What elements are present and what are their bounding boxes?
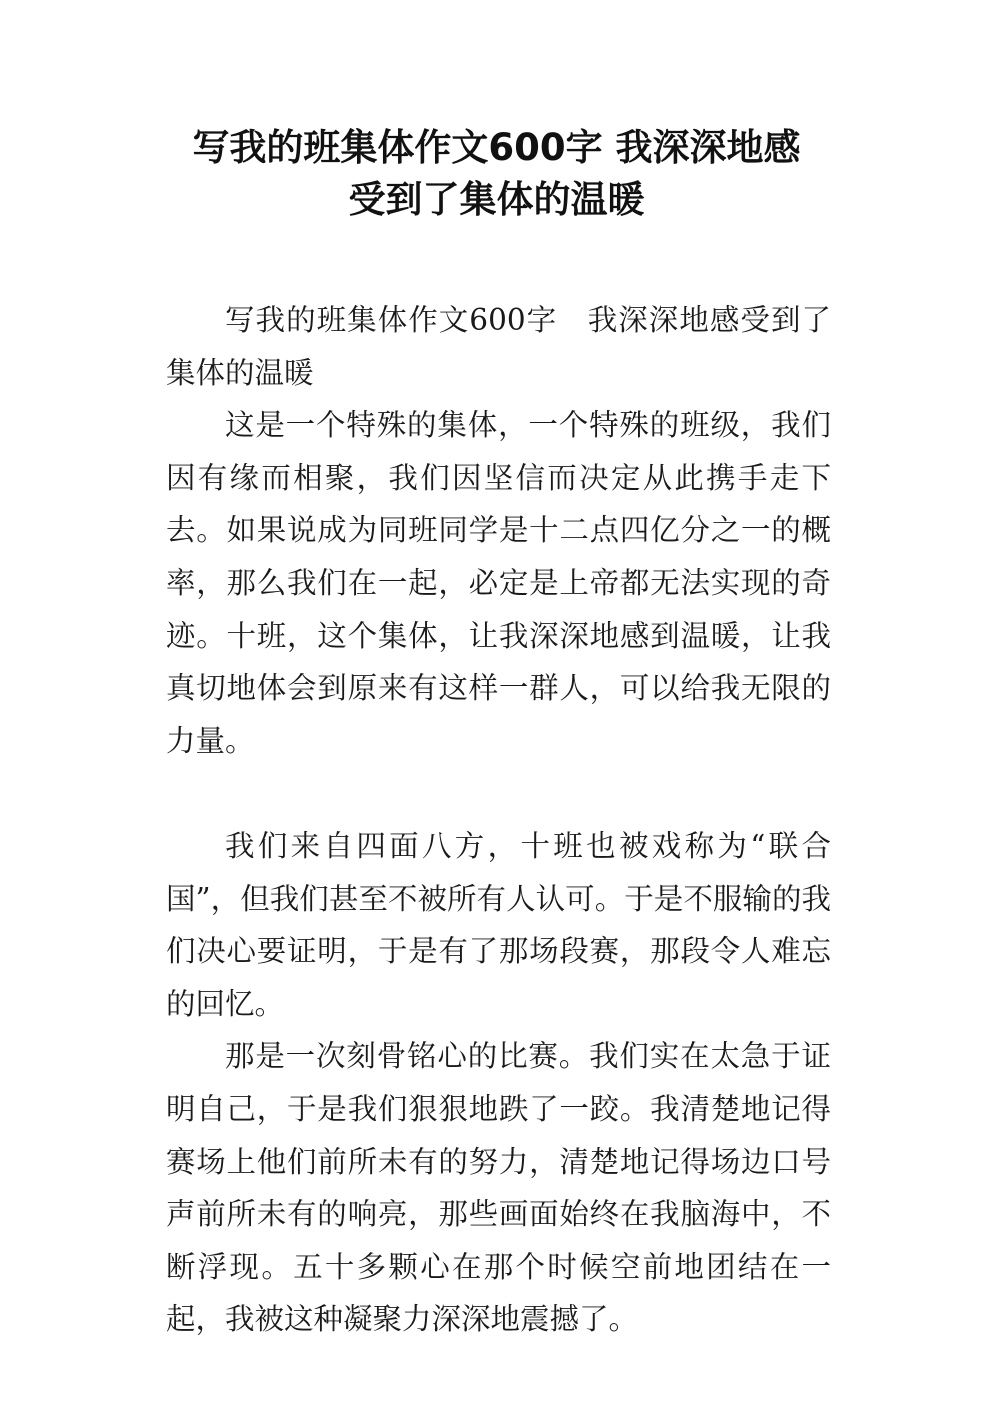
paragraph-subtitle: 写我的班集体作文600字 我深深地感受到了集体的温暖 — [166, 303, 831, 390]
title-line-1: 写我的班集体作文600字 我深深地感 — [192, 126, 801, 169]
paragraph: 我们来自四面八方，十班也被戏称为“联合国”，但我们甚至不被所有人认可。于是不服输的我们决心要证明，于是有了那场段赛，那段令人难忘的回忆。 — [166, 828, 831, 1021]
article-body — [166, 294, 831, 1346]
document-title — [120, 122, 873, 226]
paragraph: 这是一个特殊的集体，一个特殊的班级，我们因有缘而相聚，我们因坚信而决定从此携手走下去。如果说成为同班同学是十二点四亿分之一的概率，那么我们在一起，必定是上帝都无法实现的奇迹。十班，这个集体，让我深深地感到温暖，让我真切地体会到原来有这样一群人，可以给我无限的力量。 — [166, 408, 831, 758]
paragraph: 那是一次刻骨铭心的比赛。我们实在太急于证明自己，于是我们狠狠地跌了一跤。我清楚地记得赛场上他们前所未有的努力，清楚地记得场边口号声前所未有的响亮，那些画面始终在我脑海中，不断浮现。五十多颗心在那个时候空前地团结在一起，我被这种凝聚力深深地震撼了。 — [166, 1039, 831, 1337]
title-line-2: 受到了集体的温暖 — [348, 178, 645, 221]
